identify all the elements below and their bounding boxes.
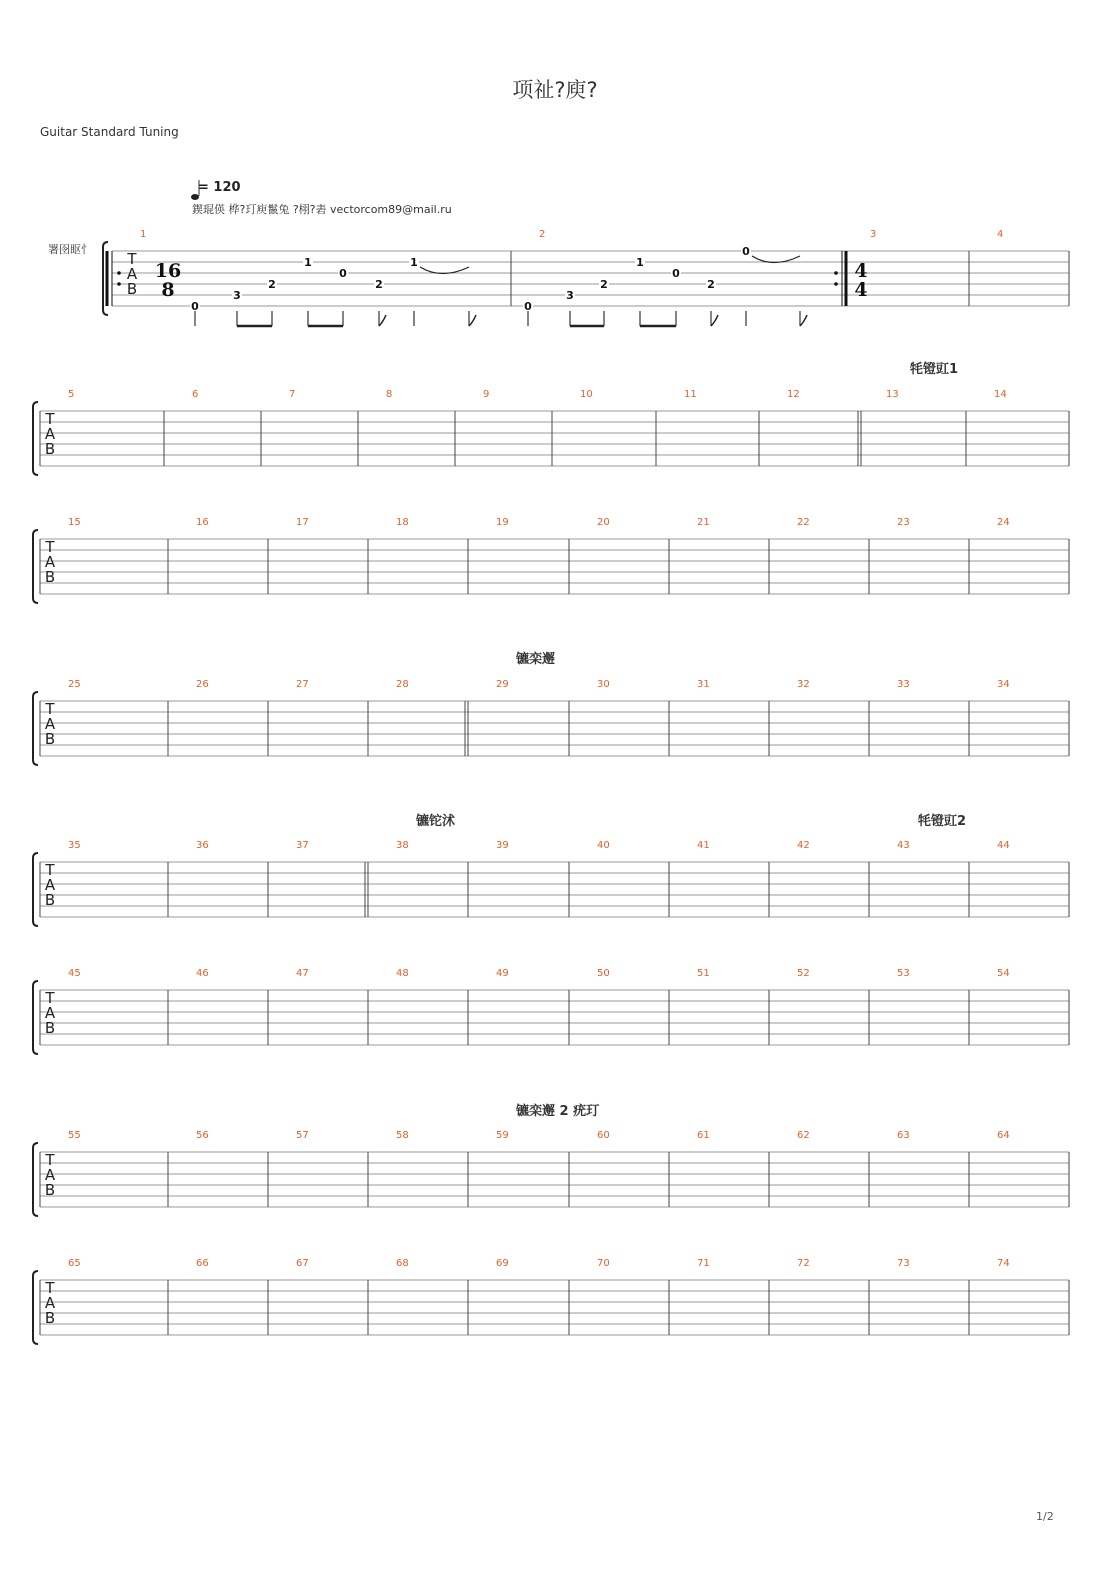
- tab-letter: A: [44, 425, 56, 443]
- measure-number: 66: [196, 1258, 209, 1269]
- tab-letter: B: [44, 440, 56, 458]
- measure-number: 40: [597, 840, 610, 851]
- measure-number: 72: [797, 1258, 810, 1269]
- section-label: 镳栾邂 2 疣玎: [516, 1104, 600, 1119]
- system-bracket: [33, 981, 38, 1054]
- measure-number: 49: [496, 968, 509, 979]
- repeat-dot: [117, 282, 121, 286]
- measure-number: 41: [697, 840, 710, 851]
- fret-number: 0: [742, 245, 750, 258]
- fret-number: 3: [233, 289, 241, 302]
- measure-number: 7: [289, 389, 296, 400]
- system-bracket: [33, 692, 38, 765]
- measure-number: 67: [296, 1258, 309, 1269]
- section-label: 镳栾邂: [516, 652, 556, 667]
- fret-number: 1: [304, 256, 312, 269]
- measure-number: 23: [897, 517, 910, 528]
- measure-number: 37: [296, 840, 309, 851]
- measure-number: 46: [196, 968, 209, 979]
- track-label: 署囹眍忄: [48, 243, 92, 256]
- measure-number: 64: [997, 1130, 1010, 1141]
- measure-number: 45: [68, 968, 81, 979]
- tab-letter: T: [127, 250, 137, 268]
- tab-letter: A: [44, 1166, 56, 1184]
- measure-number: 50: [597, 968, 610, 979]
- fret-number: 0: [339, 267, 347, 280]
- measure-number: 17: [296, 517, 309, 528]
- tempo-notehead: [191, 194, 199, 200]
- time-signature-numerator: 4: [854, 260, 868, 282]
- section-label: 镳铊沭: [416, 814, 456, 829]
- measure-number: 29: [496, 679, 509, 690]
- measure-number: 11: [684, 389, 697, 400]
- score-title: 项祉?庾?: [512, 78, 598, 102]
- measure-number: 61: [697, 1130, 710, 1141]
- fret-number: 0: [672, 267, 680, 280]
- fret-number: 2: [375, 278, 383, 291]
- tab-letter: A: [44, 1004, 56, 1022]
- system-bracket: [33, 402, 38, 475]
- fret-number: 0: [524, 300, 532, 313]
- system-bracket: [33, 1143, 38, 1216]
- system-bracket: [33, 853, 38, 926]
- measure-number: 70: [597, 1258, 610, 1269]
- measure-number: 1: [140, 229, 147, 240]
- measure-number: 51: [697, 968, 710, 979]
- measure-number: 74: [997, 1258, 1010, 1269]
- measure-number: 2: [539, 229, 546, 240]
- time-signature-numerator: 16: [154, 260, 182, 282]
- measure-number: 43: [897, 840, 910, 851]
- measure-number: 38: [396, 840, 409, 851]
- measure-number: 27: [296, 679, 309, 690]
- measure-number: 62: [797, 1130, 810, 1141]
- tab-letter: T: [45, 861, 55, 879]
- measure-number: 68: [396, 1258, 409, 1269]
- tab-letter: A: [44, 715, 56, 733]
- system-bracket: [33, 530, 38, 603]
- tab-letter: A: [44, 553, 56, 571]
- measure-number: 16: [196, 517, 209, 528]
- repeat-dot: [834, 271, 838, 275]
- measure-number: 32: [797, 679, 810, 690]
- fret-number: 2: [707, 278, 715, 291]
- measure-number: 39: [496, 840, 509, 851]
- measure-number: 31: [697, 679, 710, 690]
- tab-letter: B: [44, 1019, 56, 1037]
- measure-number: 59: [496, 1130, 509, 1141]
- repeat-dot: [117, 271, 121, 275]
- tuning-label: Guitar Standard Tuning: [40, 125, 179, 139]
- measure-number: 73: [897, 1258, 910, 1269]
- measure-number: 57: [296, 1130, 309, 1141]
- fret-number: 2: [600, 278, 608, 291]
- tab-letter: T: [45, 1279, 55, 1297]
- measure-number: 54: [997, 968, 1010, 979]
- note-flag: [379, 315, 386, 326]
- measure-number: 71: [697, 1258, 710, 1269]
- measure-number: 56: [196, 1130, 209, 1141]
- measure-number: 12: [787, 389, 800, 400]
- tab-letter: B: [44, 730, 56, 748]
- measure-number: 47: [296, 968, 309, 979]
- measure-number: 3: [870, 229, 877, 240]
- tab-letter: T: [45, 989, 55, 1007]
- tab-letter: T: [45, 1151, 55, 1169]
- measure-number: 63: [897, 1130, 910, 1141]
- measure-number: 35: [68, 840, 81, 851]
- fret-number: 1: [410, 256, 418, 269]
- measure-number: 18: [396, 517, 409, 528]
- measure-number: 58: [396, 1130, 409, 1141]
- measure-number: 6: [192, 389, 199, 400]
- measure-number: 10: [580, 389, 593, 400]
- measure-number: 53: [897, 968, 910, 979]
- fret-number: 1: [636, 256, 644, 269]
- measure-number: 42: [797, 840, 810, 851]
- fret-number: 2: [268, 278, 276, 291]
- measure-number: 69: [496, 1258, 509, 1269]
- tab-letter: B: [44, 1309, 56, 1327]
- measure-number: 28: [396, 679, 409, 690]
- measure-number: 5: [68, 389, 75, 400]
- fret-number: 0: [191, 300, 199, 313]
- measure-number: 13: [886, 389, 899, 400]
- measure-number: 26: [196, 679, 209, 690]
- tab-letter: A: [44, 876, 56, 894]
- measure-number: 9: [483, 389, 490, 400]
- note-flag: [469, 315, 476, 326]
- measure-number: 33: [897, 679, 910, 690]
- measure-number: 52: [797, 968, 810, 979]
- note-flag: [800, 315, 807, 326]
- tab-letter: B: [44, 891, 56, 909]
- measure-number: 55: [68, 1130, 81, 1141]
- measure-number: 30: [597, 679, 610, 690]
- tab-letter: B: [44, 568, 56, 586]
- measure-number: 21: [697, 517, 710, 528]
- system-bracket: [33, 1271, 38, 1344]
- time-signature-denominator: 4: [854, 279, 868, 301]
- tab-letter: T: [45, 700, 55, 718]
- author-line: 鍥琨偀 桦?玎庾鬣兔 ?栩?砉 vectorcom89@mail.ru: [192, 203, 452, 216]
- fret-number: 3: [566, 289, 574, 302]
- tab-letter: T: [45, 538, 55, 556]
- measure-number: 36: [196, 840, 209, 851]
- measure-number: 44: [997, 840, 1010, 851]
- measure-number: 20: [597, 517, 610, 528]
- measure-number: 19: [496, 517, 509, 528]
- repeat-dot: [834, 282, 838, 286]
- measure-number: 34: [997, 679, 1010, 690]
- tab-letter: B: [126, 280, 138, 298]
- page-number: 1/2: [1036, 1510, 1054, 1523]
- measure-number: 8: [386, 389, 393, 400]
- measure-number: 48: [396, 968, 409, 979]
- tab-letter: B: [44, 1181, 56, 1199]
- measure-number: 24: [997, 517, 1010, 528]
- time-signature-denominator: 8: [161, 279, 175, 301]
- measure-number: 60: [597, 1130, 610, 1141]
- tab-letter: A: [44, 1294, 56, 1312]
- tab-letter: T: [45, 410, 55, 428]
- tempo-marking: = 120: [198, 180, 241, 195]
- note-flag: [711, 315, 718, 326]
- measure-number: 25: [68, 679, 81, 690]
- section-label: 牦镫豇2: [918, 814, 967, 829]
- measure-number: 4: [997, 229, 1004, 240]
- measure-number: 65: [68, 1258, 81, 1269]
- measure-number: 15: [68, 517, 81, 528]
- measure-number: 14: [994, 389, 1007, 400]
- tab-letter: A: [126, 265, 138, 283]
- section-label: 牦镫豇1: [910, 362, 959, 377]
- measure-number: 22: [797, 517, 810, 528]
